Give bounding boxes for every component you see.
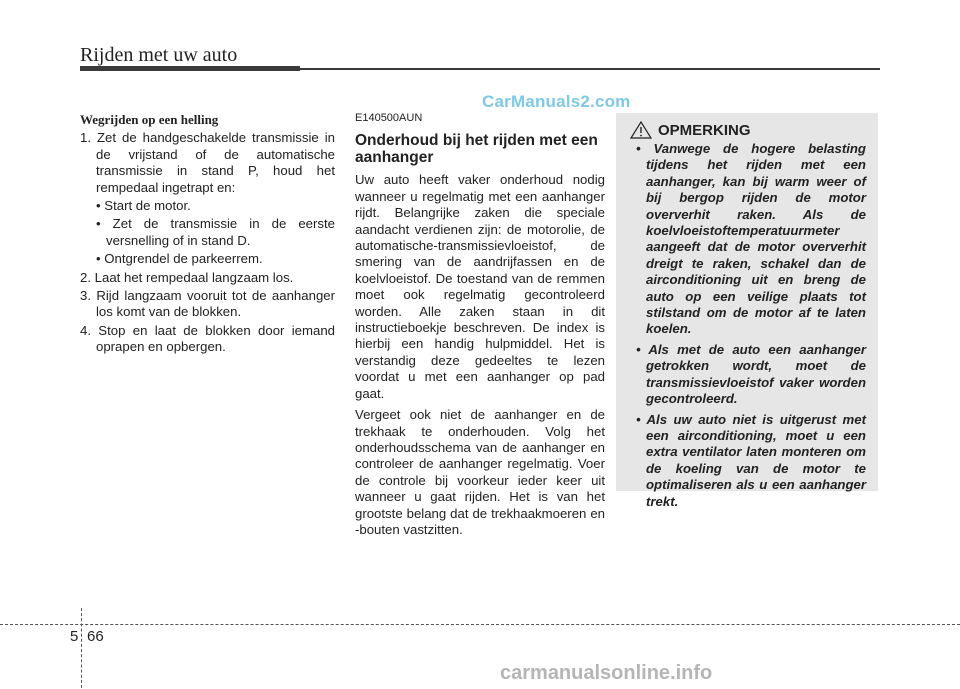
middle-column [355, 110, 605, 543]
page-header-title: Rijden met uw auto [80, 44, 238, 66]
note-item-overheating: • Vanwege de hogere belasting tijdens het rijden met een aanhanger, kan bij warm weer of bij bergop rijden de motor oververhit raken. Als de koelvloeistoftemperatuurmeter aangeeft dat de motor oververhit dreigt te raken, schakel dan de airconditioning uit en breng de auto op een veilige plaats tot stilstand om de motor af te laten koelen. [636, 141, 866, 337]
bullet-select-gear: • Zet de transmissie in de eerste versnelling of in stand D. [96, 216, 335, 248]
bullet-release-parking-brake: • Ontgrendel de parkeerrem. [96, 251, 263, 267]
note-item-extra-fan: • Als uw auto niet is uitgerust met een airconditioning, moet u een extra ventilator laten monteren om de koeling van de motor te optimaliseren als u een aanhanger trekt. [636, 411, 866, 509]
step-3: 3. Rijd langzaam vooruit tot de aanhanger los komt van de blokken. [80, 288, 335, 320]
warning-triangle-icon [630, 121, 652, 139]
section-code: E140500AUN [355, 112, 423, 124]
note-title: OPMERKING [658, 121, 751, 139]
header-rule-thick [80, 66, 300, 71]
bullet-start-engine: • Start de motor. [96, 198, 191, 214]
footer-rule-vertical [81, 608, 82, 688]
watermark-bottom: carmanualsonline.info [500, 662, 713, 684]
left-column [80, 112, 335, 358]
section-heading: Onderhoud bij het rijden met een aanhanger [355, 132, 598, 167]
note-box [616, 113, 878, 509]
paragraph-maintenance: Uw auto heeft vaker onderhoud nodig wanneer u regelmatig met een aanhanger rijdt. Belangrijke zaken die speciale aandacht verdienen zijn: de motorolie, de automatische-transmissievloeistof, de smering van de aandrijfassen en de koelvloeistof. De toestand van de remmen moet ook regelmatig gecontroleerd worden. Alle zaken staan in dit instructieboekje beschreven. De index is hierbij een handig hulpmiddel. Het is verstandig deze gedeeltes te lezen voordat u met een aanhanger op pad gaat. [355, 172, 605, 401]
step-2: 2. Laat het rempedaal langzaam los. [80, 269, 294, 285]
paragraph-trailer-care: Vergeet ook niet de aanhanger en de trekhaak te onderhouden. Volg het onderhoudsschema van de aanhanger en controleer de aanhanger regelmatig. Voer de controle bij voorkeur ieder keer uit wanneer u gaat rijden. Het is van het grootste belang dat de trekhaakmoeren en -bouten vastzitten. [355, 407, 605, 537]
page-number: 66 [87, 628, 104, 645]
header-rule-thin [300, 68, 880, 70]
chapter-number: 5 [70, 628, 79, 645]
watermark-top: CarManuals2.com [482, 92, 631, 111]
note-item-transmission-fluid: • Als met de auto een aanhanger getrokken wordt, moet de transmissievloeistof vaker worden gecontroleerd. [636, 341, 866, 407]
hill-start-heading: Wegrijden op een helling [80, 112, 219, 127]
step-4: 4. Stop en laat de blokken door iemand oprapen en opbergen. [80, 322, 335, 355]
footer-rule-horizontal [0, 624, 960, 625]
step-1: 1. Zet de handgeschakelde transmissie in de vrijstand of de automatische transmissie in stand P, houd het rempedaal ingetrapt en: [80, 130, 335, 195]
note-header [630, 121, 866, 139]
